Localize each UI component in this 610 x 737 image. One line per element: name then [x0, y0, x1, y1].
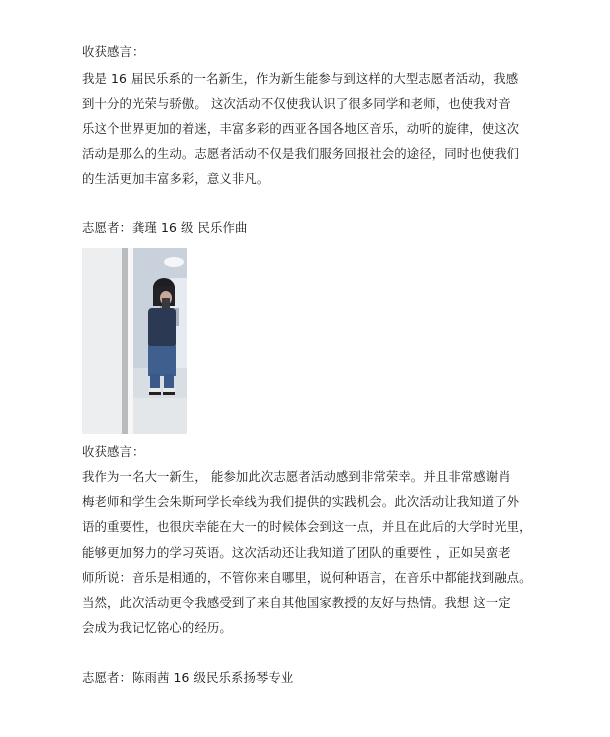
volunteer-photo — [82, 248, 187, 434]
section2-line-1: 我作为一名大一新生， 能参加此次志愿者活动感到非常荣幸。并且非常感谢肖 — [82, 469, 511, 484]
section1-line-5: 的生活更加丰富多彩，意义非凡。 — [82, 171, 270, 186]
section2-line-5: 师所说：音乐是相通的，不管你来自哪里，说何种语言，在音乐中都能找到融点。 — [82, 570, 532, 585]
section2-line-2: 梅老师和学生会朱斯珂学长牵线为我们提供的实践机会。此次活动让我知道了外 — [82, 494, 520, 509]
section2-line-4: 能够更加努力的学习英语。这次活动还让我知道了团队的重要性 ，正如吴蛮老 — [82, 545, 511, 560]
section2-line-3: 语的重要性，也很庆幸能在大一的时候体会到这一点，并且在此后的大学时光里， — [82, 519, 532, 534]
section1-line-3: 乐这个世界更加的着迷，丰富多彩的西亚各国各地区音乐，动听的旋律，使这次 — [82, 121, 520, 136]
section1-line-4: 活动是那么的生动。志愿者活动不仅是我们服务回报社会的途径，同时也使我们 — [82, 146, 520, 161]
section2-line-7: 会成为我记忆铭心的经历。 — [82, 620, 232, 635]
section2-volunteer: 志愿者：陈雨茜 16 级民乐系扬琴专业 — [82, 670, 294, 685]
section2-line-6: 当然，此次活动更令我感受到了来自其他国家教授的友好与热情。我想 这一定 — [82, 595, 511, 610]
section2-heading: 收获感言： — [82, 444, 145, 459]
section1-line-2: 到十分的光荣与骄傲。 这次活动不仅使我认识了很多同学和老师，也使我对音 — [82, 96, 511, 111]
section1-volunteer: 志愿者：龚瑾 16 级 民乐作曲 — [82, 220, 248, 235]
section1-heading: 收获感言： — [82, 44, 145, 59]
section1-line-1: 我是 16 届民乐系的一名新生，作为新生能参与到这样的大型志愿者活动，我感 — [82, 71, 519, 86]
